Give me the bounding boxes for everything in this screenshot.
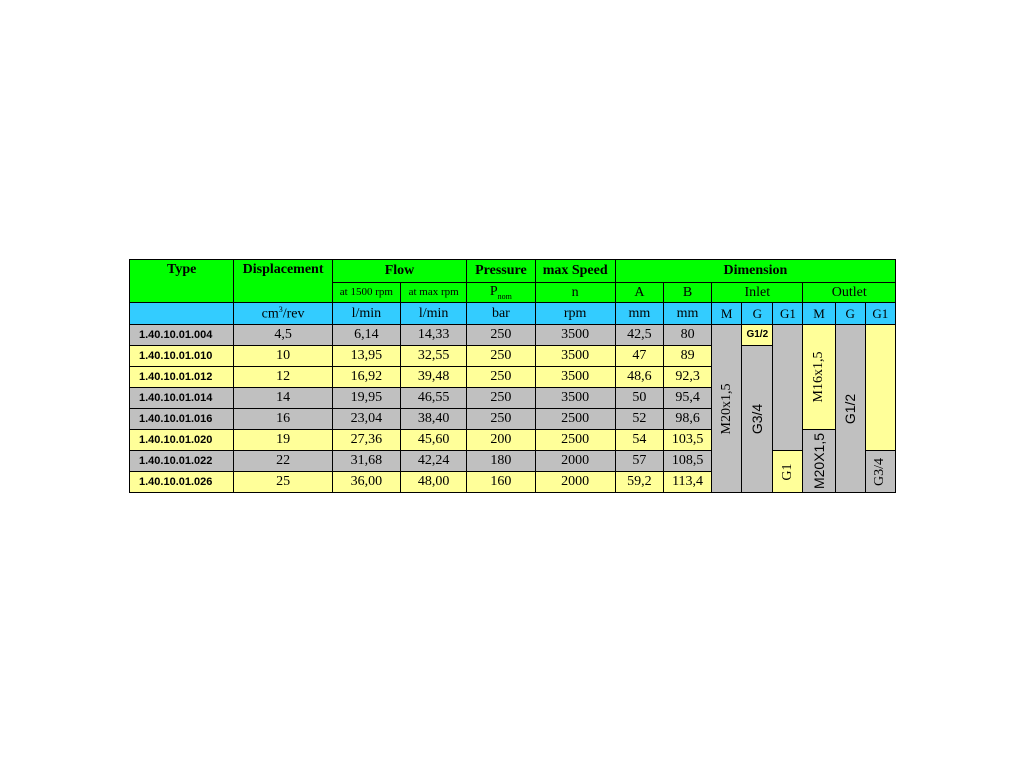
displacement-cell: 22 [234,451,332,472]
header-row-1 [130,260,896,283]
type-cell: 1.40.10.01.004 [130,325,234,346]
inlet-g1-port-top [773,325,803,451]
pressure-cell: 160 [467,472,535,493]
dim-a-header: A [615,283,663,303]
outlet-header: Outlet [803,283,896,303]
b-unit: mm [663,303,711,325]
a-cell: 59,2 [615,472,663,493]
p-nom-main: P [489,283,498,299]
flow-max-cell: 32,55 [401,346,467,367]
table-row [130,451,896,472]
inlet-g-port-main-label: G3/4 [749,403,766,435]
inlet-m-port-label: M20x1,5 [718,383,734,434]
inlet-header: Inlet [712,283,803,303]
pressure-cell: 250 [467,367,535,388]
pressure-cell: 250 [467,325,535,346]
b-cell: 92,3 [663,367,711,388]
outlet-g1-unit: G1 [865,303,895,325]
flow-max-cell: 48,00 [401,472,467,493]
a-cell: 52 [615,409,663,430]
outlet-m-port-bottom [803,430,835,493]
inlet-g1-unit: G1 [773,303,803,325]
units-row [130,303,896,325]
inlet-g-unit: G [742,303,773,325]
a-cell: 48,6 [615,367,663,388]
speed-cell: 2000 [535,451,615,472]
b-cell: 113,4 [663,472,711,493]
flow-1500-unit: l/min [332,303,400,325]
speed-cell: 2500 [535,409,615,430]
flow-max-cell: 42,24 [401,451,467,472]
flow-header: Flow [332,260,467,283]
outlet-g1-port-top [865,325,895,451]
displacement-cell: 16 [234,409,332,430]
type-header: Type [130,260,234,303]
b-cell: 80 [663,325,711,346]
type-cell: 1.40.10.01.026 [130,472,234,493]
table-row [130,325,896,346]
speed-cell: 2500 [535,430,615,451]
type-cell: 1.40.10.01.014 [130,388,234,409]
a-unit: mm [615,303,663,325]
flow-max-cell: 14,33 [401,325,467,346]
flow-1500-header: at 1500 rpm [332,283,400,303]
flow-1500-cell: 16,92 [332,367,400,388]
b-cell: 95,4 [663,388,711,409]
outlet-m-port-top [803,325,835,430]
type-cell: 1.40.10.01.016 [130,409,234,430]
outlet-g1-port-label: G3/4 [872,457,888,486]
outlet-g-unit: G [835,303,865,325]
flow-max-cell: 38,40 [401,409,467,430]
max-speed-header: max Speed [535,260,615,283]
p-nom-sub: nom [497,291,512,301]
displacement-unit [234,303,332,325]
flow-max-cell: 46,55 [401,388,467,409]
displacement-cell: 19 [234,430,332,451]
inlet-g1-port [773,451,803,493]
displacement-cell: 10 [234,346,332,367]
displacement-unit-base: cm [261,306,279,322]
flow-max-cell: 39,48 [401,367,467,388]
outlet-m-port-top-label: M16x1,5 [811,351,827,403]
b-cell: 103,5 [663,430,711,451]
flow-1500-cell: 31,68 [332,451,400,472]
type-cell: 1.40.10.01.010 [130,346,234,367]
pressure-unit: bar [467,303,535,325]
pressure-cell: 250 [467,409,535,430]
flow-max-cell: 45,60 [401,430,467,451]
speed-cell: 3500 [535,367,615,388]
type-unit-cell [130,303,234,325]
displacement-unit-rest: /rev [282,306,305,322]
inlet-m-port [712,325,742,493]
speed-cell: 2000 [535,472,615,493]
flow-max-header: at max rpm [401,283,467,303]
dimension-header: Dimension [615,260,895,283]
outlet-g-port [835,325,865,493]
outlet-g1-port [865,451,895,493]
pressure-header: Pressure [467,260,535,283]
a-cell: 57 [615,451,663,472]
pressure-cell: 200 [467,430,535,451]
pump-spec-table [129,259,896,493]
inlet-g1-port-label: G1 [779,462,795,481]
type-cell: 1.40.10.01.020 [130,430,234,451]
a-cell: 47 [615,346,663,367]
outlet-g-port-label: G1/2 [842,393,859,424]
dim-b-header: B [663,283,711,303]
inlet-g-port-main [742,346,773,493]
speed-cell: 3500 [535,388,615,409]
flow-max-unit: l/min [401,303,467,325]
flow-1500-cell: 6,14 [332,325,400,346]
displacement-unit-sup: 3 [278,304,283,314]
a-cell: 50 [615,388,663,409]
flow-1500-cell: 19,95 [332,388,400,409]
a-cell: 54 [615,430,663,451]
type-cell: 1.40.10.01.012 [130,367,234,388]
type-cell: 1.40.10.01.022 [130,451,234,472]
displacement-cell: 4,5 [234,325,332,346]
b-cell: 98,6 [663,409,711,430]
outlet-m-unit: M [803,303,835,325]
displacement-cell: 14 [234,388,332,409]
inlet-g-port-top: G1/2 [742,325,773,346]
speed-symbol-header: n [535,283,615,303]
flow-1500-cell: 13,95 [332,346,400,367]
pressure-cell: 250 [467,346,535,367]
speed-cell: 3500 [535,346,615,367]
displacement-cell: 25 [234,472,332,493]
speed-unit: rpm [535,303,615,325]
pressure-cell: 180 [467,451,535,472]
speed-cell: 3500 [535,325,615,346]
b-cell: 89 [663,346,711,367]
p-nom-header [467,283,535,303]
inlet-m-unit: M [712,303,742,325]
outlet-m-port-bottom-label: M20X1,5 [811,432,828,490]
pressure-cell: 250 [467,388,535,409]
flow-1500-cell: 36,00 [332,472,400,493]
b-cell: 108,5 [663,451,711,472]
flow-1500-cell: 27,36 [332,430,400,451]
flow-1500-cell: 23,04 [332,409,400,430]
displacement-cell: 12 [234,367,332,388]
a-cell: 42,5 [615,325,663,346]
displacement-header: Displacement [234,260,332,303]
